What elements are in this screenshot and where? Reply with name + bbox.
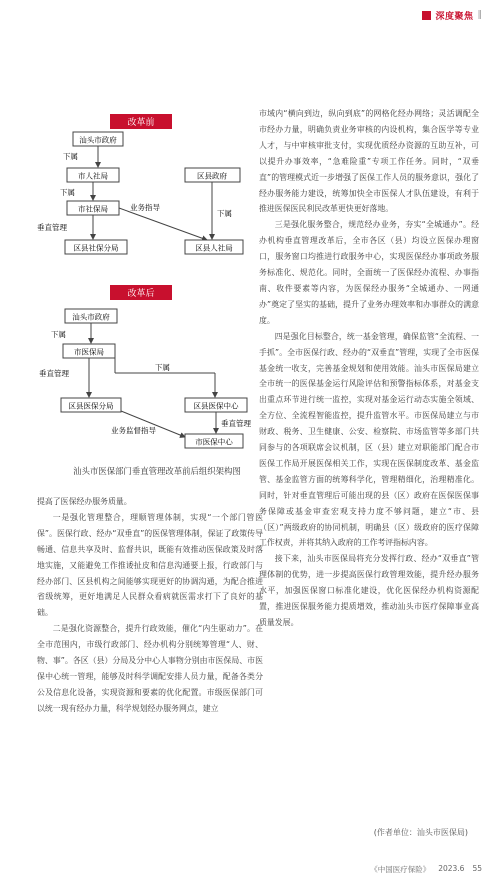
left-column bbox=[37, 494, 263, 717]
section-marker-icon bbox=[422, 11, 431, 20]
page-number: 55 bbox=[472, 864, 482, 873]
node-district-ss-label: 区县社保分局 bbox=[73, 243, 119, 253]
label-after-supervision: 业务监督指导 bbox=[111, 426, 156, 435]
label-after-vertical: 垂直管理 bbox=[39, 369, 69, 378]
node-city-hr-label: 市人社局 bbox=[78, 171, 108, 181]
section-title: 深度聚焦 bbox=[435, 11, 474, 22]
paragraph: 二是强化资源整合，提升行政效能，催化“内生驱动力”。在全市范围内，市级行政部门、经办机构分别统筹管理“人、财、物、事”。各区（县）分局及分中心人事物分别由市医保局、市医保中心统一管理，能够及时科学调配安排人员力量，配备各类分公及信息化设备，实现资源和要素的优化配置。市级医保部门可以统一现有经办力量，科学规划经办服务网点，建立 bbox=[37, 624, 263, 713]
node-after-city-medical-label: 市医保局 bbox=[74, 347, 104, 357]
node-after-city-center-label: 市医保中心 bbox=[195, 437, 233, 447]
author-note: (作者单位：汕头市医保局) bbox=[373, 828, 468, 837]
paragraph: 提高了医保经办服务质量。 bbox=[37, 497, 132, 506]
section-bars: ‖ bbox=[477, 10, 482, 20]
paragraph: 接下来，汕头市医保局将充分发挥行政、经办“双垂直”管理体制的优势，进一步提高医保行政管理效能，提升经办服务水平，加强医保窗口标准化建设，优化医保经办机构资源配置，推进医保服务能力提质增效，推动汕头市医疗保障事业高质量发展。 bbox=[259, 554, 479, 627]
node-after-district-center-label: 区县医保中心 bbox=[193, 401, 239, 411]
issue-number: 2023.6 bbox=[438, 864, 465, 873]
node-district-hr-label: 区县人社局 bbox=[195, 243, 233, 253]
label-after-subordinate-a: 下属 bbox=[51, 330, 66, 339]
diagram-before bbox=[35, 112, 265, 262]
label-subordinate-c: 下属 bbox=[217, 209, 232, 218]
label-subordinate-b: 下属 bbox=[60, 188, 75, 197]
right-column bbox=[259, 106, 479, 631]
journal-name: 《中国医疗保险》 bbox=[370, 865, 431, 874]
node-city-medical-label: 市社保局 bbox=[78, 204, 108, 214]
figure-caption: 汕头市医保部门垂直管理改革前后组织架构图 bbox=[73, 466, 241, 476]
node-after-city-gov-label: 汕头市政府 bbox=[72, 312, 110, 322]
node-district-gov-label: 区县政府 bbox=[197, 171, 227, 181]
diagram-before-title: 改革前 bbox=[127, 118, 155, 128]
paragraph: 一是强化管理整合，理顺管理体制，实现“一个部门管医保”。医保行政、经办“双垂直”的医保管理体制，保证了政策传导畅通、信息共享及时、监督共识，既能有效推动医保政策及时落地实施，又能避免工作推诿扯皮和信息沟通要上报，行政部门与经办部门、区县机构之间能够实现更好的协调沟通，为配合推进省级统筹，更好地满足人民群众看病就医需求打下了良好的基础。 bbox=[37, 512, 263, 618]
node-after-district-branch-label: 区县医保分局 bbox=[68, 401, 114, 411]
paragraph: 市域内“横向到边，纵向到底”的网格化经办网络；灵活调配全市经办力量，明确负责业务审核的内设机构，集合医学等专业人才，与中审核审批支付，实现优质经办资源的互助互补，可以提升办事效率，“急难险重”专项工作任务。同时，“双垂直”的管理模式近一步增强了医保工作人员的服务意识，强化了经办服务能力建设，统筹加快全市医保人才队伍建设，有利于推进医保医民利民改革更快更好落地。 bbox=[259, 109, 479, 214]
label-vertical-management: 垂直管理 bbox=[37, 223, 67, 232]
node-city-gov-label: 汕头市政府 bbox=[79, 135, 117, 145]
page-footer bbox=[370, 864, 482, 875]
paragraph: 三是强化服务整合，规范经办业务，夯实“全城通办”。经办机构垂直管理改革后，全市各区（县）均设立医保办理窗口，服务窗口均推进行政服务中心，实现医保经办事项政务服务标准化、规范化。同时，全面统一了医保经办流程、办事指南、收件要素等内容，为医保经办服务“全城通办、一网通办”奠定了坚实的基础，提升了业务办理效率和办事群众的满意度。 bbox=[259, 220, 479, 325]
diagram-after bbox=[35, 283, 265, 463]
label-subordinate-a: 下属 bbox=[63, 152, 78, 161]
diagram-after-title: 改革后 bbox=[127, 289, 155, 299]
label-after-subordinate-b: 下属 bbox=[155, 363, 170, 372]
section-header bbox=[422, 6, 482, 24]
paragraph: 四是强化目标整合，统一基金管理，确保监管“全流程、一手抓”。全市医保行政、经办的“双垂直”管理，实现了全市医保基金统一收支，完善基金规划和使用效能。汕头市医保局建立全市统一的医保基金运行风险评估和预警指标体系，对基金支出重点环节进行统一监控，实现对基金运行动态实施全领域、全方位、全流程智能监控，提升监管水平。市医保局建立与市财政、税务、卫生健康、公安、检察院、市场监管等多部门共同参与的各项联席会议机制，区（县）建立对职能部门配合市医保工作局开展医保相关工作，实现在医保制度改革、基金监管、基金监管方面的统筹科学化，管理精细化，治理精准化。同时，针对垂直管理后可能出现的县（区）政府在医保医保事务保障或基金审查宏观支持力度不够问题，建立“市、县（区）”两级政府的协同机制，明确县（区）级政府的医疗保障工作权责，并将其纳入政府的工作考评指标内容。 bbox=[259, 331, 479, 548]
label-after-vertical-b: 垂直管理 bbox=[221, 419, 251, 428]
label-business-guidance: 业务指导 bbox=[130, 203, 160, 212]
arrow-business-guidance bbox=[119, 208, 207, 240]
